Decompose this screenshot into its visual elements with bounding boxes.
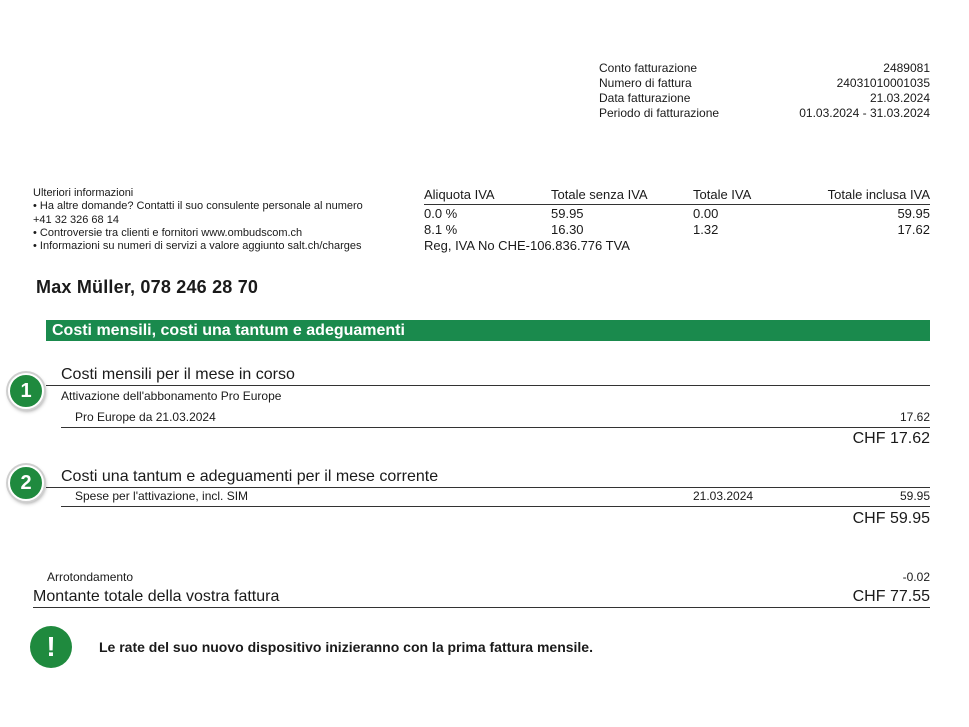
rounding-label: Arrotondamento bbox=[47, 570, 134, 584]
vat-cell: 17.62 bbox=[897, 222, 930, 237]
oneoff-item-divider bbox=[61, 506, 930, 507]
vat-header-excl: Totale senza IVA bbox=[551, 187, 648, 202]
info-line-charges: • Informazioni su numeri di servizi a valore aggiunto salt.ch/charges bbox=[33, 240, 362, 253]
info-block bbox=[33, 187, 393, 253]
monthly-item-divider bbox=[61, 427, 930, 428]
oneoff-item-label: Spese per l'attivazione, incl. SIM bbox=[75, 489, 249, 503]
oneoff-total: CHF 59.95 bbox=[852, 510, 930, 527]
notice-text: Le rate del suo nuovo dispositivo inizieranno con la prima fattura mensile. bbox=[99, 639, 593, 655]
rounding-amount: -0.02 bbox=[902, 570, 930, 584]
vat-cell: 59.95 bbox=[551, 206, 584, 221]
info-line-ombudscom: • Controversie tra clienti e fornitori www.ombudscom.ch bbox=[33, 226, 303, 239]
invoice-date-label: Data fatturazione bbox=[599, 91, 691, 105]
billing-period-label: Periodo di fatturazione bbox=[599, 106, 720, 120]
vat-reg-note: Reg, IVA No CHE-106.836.776 TVA bbox=[424, 238, 630, 253]
vat-cell: 0.0 % bbox=[424, 206, 458, 221]
vat-header-incl: Totale inclusa IVA bbox=[827, 187, 930, 202]
step-1-badge: 1 bbox=[8, 373, 44, 409]
vat-cell: 59.95 bbox=[897, 206, 930, 221]
vat-cell: 8.1 % bbox=[424, 222, 458, 237]
vat-cell: 1.32 bbox=[693, 222, 719, 237]
vat-header-rate: Aliquota IVA bbox=[424, 187, 495, 202]
invoice-number-value: 24031010001035 bbox=[836, 76, 930, 90]
step-2-badge: 2 bbox=[8, 465, 44, 501]
grand-total-label: Montante totale della vostra fattura bbox=[33, 588, 280, 605]
invoice-date-value: 21.03.2024 bbox=[869, 91, 930, 105]
info-line-contact: • Ha altre domande? Contatti il suo consulente personale al numero bbox=[33, 200, 363, 213]
info-title: Ulteriori informazioni bbox=[33, 187, 134, 199]
vat-header-divider bbox=[424, 204, 930, 205]
vat-header-vat: Totale IVA bbox=[693, 187, 752, 202]
vat-cell: 16.30 bbox=[551, 222, 584, 237]
grand-total-amount: CHF 77.55 bbox=[852, 588, 930, 605]
monthly-costs-subtitle: Attivazione dell'abbonamento Pro Europe bbox=[61, 389, 282, 403]
oneoff-item-date: 21.03.2024 bbox=[693, 489, 754, 503]
billing-account-value: 2489081 bbox=[883, 61, 930, 75]
customer-name-phone: Max Müller, 078 246 28 70 bbox=[36, 277, 259, 297]
monthly-item-label: Pro Europe da 21.03.2024 bbox=[75, 410, 216, 424]
exclamation-icon: ! bbox=[30, 626, 72, 668]
billing-account-label: Conto fatturazione bbox=[599, 61, 698, 75]
vat-cell: 0.00 bbox=[693, 206, 719, 221]
grand-total-divider bbox=[33, 607, 930, 608]
monthly-title-divider bbox=[46, 385, 930, 386]
monthly-total: CHF 17.62 bbox=[852, 430, 930, 447]
invoice-number-label: Numero di fattura bbox=[599, 76, 692, 90]
billing-period-value: 01.03.2024 - 31.03.2024 bbox=[799, 106, 930, 120]
section-header: Costi mensili, costi una tantum e adeguamenti bbox=[46, 320, 930, 341]
oneoff-title-divider bbox=[46, 487, 930, 488]
oneoff-costs-title: Costi una tantum e adeguamenti per il mese corrente bbox=[61, 468, 439, 485]
info-line-contact-phone: +41 32 326 68 14 bbox=[33, 213, 119, 226]
monthly-costs-title: Costi mensili per il mese in corso bbox=[61, 366, 295, 383]
oneoff-item-amount: 59.95 bbox=[899, 489, 930, 503]
monthly-item-amount: 17.62 bbox=[899, 410, 930, 424]
